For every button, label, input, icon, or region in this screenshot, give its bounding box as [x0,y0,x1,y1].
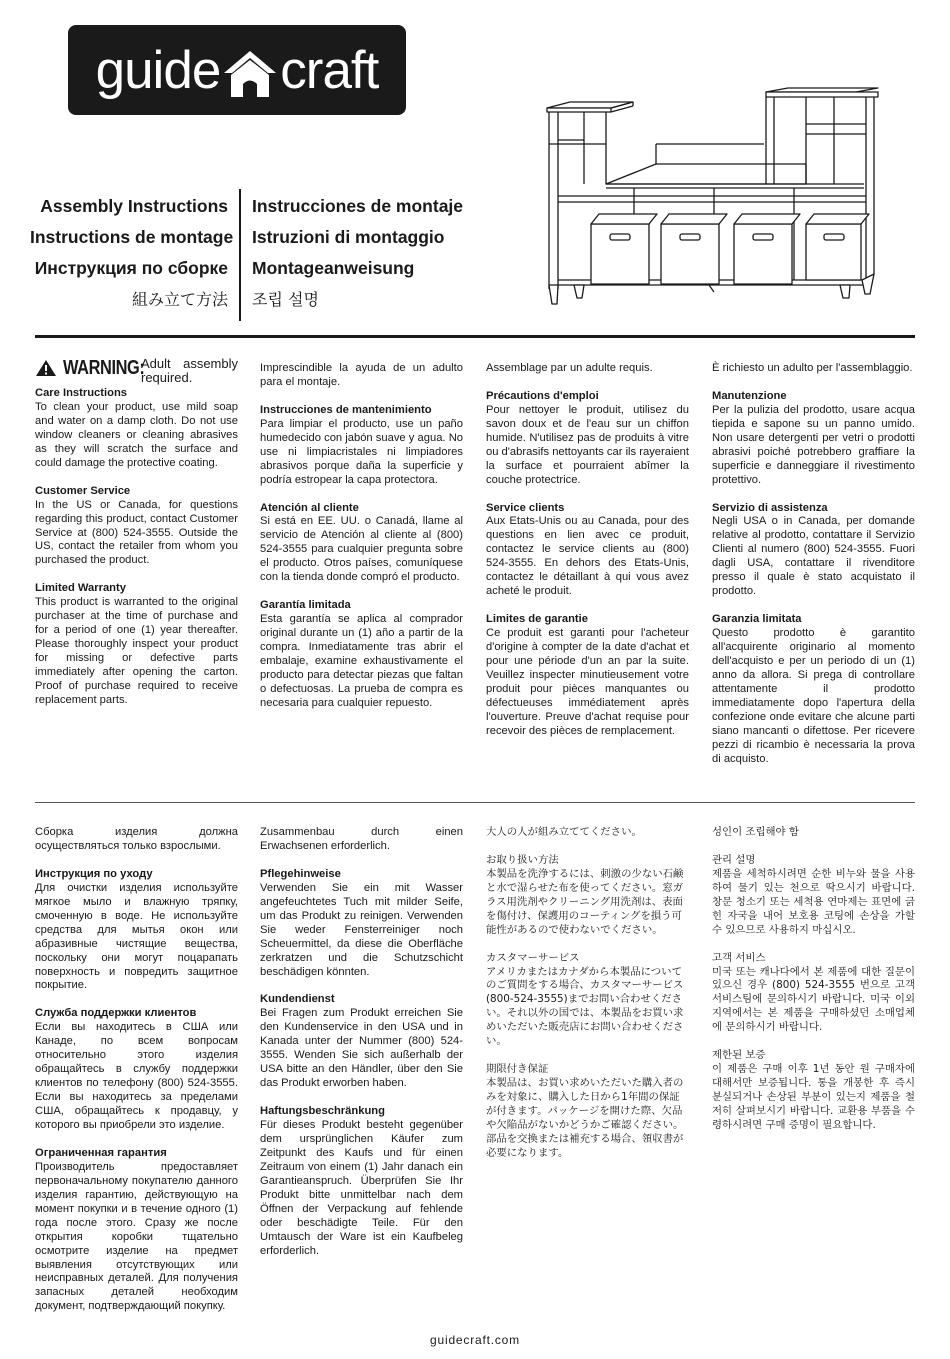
column-fr [486,362,689,753]
ko-service-heading: 고객 서비스 [712,951,766,964]
fr-warranty-text: Ce produit est garanti pour l'acheteur d'origine à compter de la date d'achat et pour une période d'un an par la suite. Veuillez inspecter minutieusement votre produit pour pièces manquantes ou défectueuses immédiatement après l'ouverture. Preuve d'achat requise pour recevoir des pièces de remplacement. [486,627,689,737]
title-fr: Instructions de montage [30,227,234,247]
title-it: Istruzioni di montaggio [252,227,445,247]
de-service-text: Bei Fragen zum Produkt erreichen Sie den Kundenservice in den USA und in Kanada unter der Nummer (800) 524-3555. Wenden Sie sich außerhalb der USA bitte an den Händler, über den Sie das Produkt erworben haben. [260,1007,463,1090]
brand-logo [68,25,406,115]
ja-care-heading: お取り扱い方法 [486,853,559,866]
top-divider [35,335,915,338]
footer-url: guidecraft.com [430,1333,520,1347]
en-service-heading: Customer Service [35,484,131,497]
ko-service-text: 미국 또는 캐나다에서 본 제품에 대한 질문이 있으신 경우 (800) 524-3555 번으로 고객 서비스팀에 문의하시기 바랍니다. 미국 이외 지역에서는 본 제품을 구매하셨던 소매업체에 문의하시기 바랍니다. [712,965,915,1034]
en-warranty-heading: Limited Warranty [35,582,126,595]
fr-intro: Assemblage par un adulte requis. [486,362,653,374]
fr-warranty-heading: Limites de garantie [486,613,588,626]
middle-divider [35,802,915,803]
column-de [260,826,463,1272]
title-ja: 組み立て方法 [131,290,228,309]
ko-intro: 성인이 조립해야 함 [712,826,799,838]
de-warranty-text: Für dieses Produkt besteht gegenüber dem ursprünglichen Käufer zum Zeitpunkt des Kaufs und für einen Zeitraum von einem (1) Jahr danach ein Garantieanspruch. Überprüfen Sie Ihr Produkt bitte unmittelbar nach dem Öffnen der Verpackung auf fehlende oder beschädigte Teile. Für den Umtausch der Ware ist ein Kaufbeleg erforderlich. [260,1118,463,1257]
ru-service-text: Если вы находитесь в США или Канаде, по всем вопросам относительно этого изделия обращайтесь в службу поддержки клиентов по телефону (800) 524-3555. Если вы находитесь за пределами США, обращайтесь к продавцу, у которого вы приобрели это изделие. [35,1021,238,1131]
furniture-illustration [544,84,914,306]
ru-warranty-heading: Ограниченная гарантия [35,1146,167,1159]
brand-name-right: craft [280,40,379,100]
ja-warranty-text: 本製品は、お買い求めいただいた購入者のみを対象に、購入した日から1年間の保証が付きます。パッケージを開けた際、欠品や欠陥品がないかどうかご確認ください。部品を交換または補充する場合、領収書が必要になります。 [486,1077,684,1159]
title-ru: Инструкция по сборке [34,258,228,278]
ru-service-heading: Служба поддержки клиентов [35,1007,197,1020]
es-service-text: Si está en EE. UU. o Canadá, llame al servicio de Atención al cliente al (800) 524-3555 para cualquier pregunta sobre el producto. Otros países, comuníquese con la tienda donde compró el producto. [260,515,463,584]
column-en [35,357,238,722]
fr-service-text: Aux Etats-Unis ou au Canada, pour des questions en lien avec ce produit, contactez le service clients au (800) 524-3555. En dehors des Etats-Unis, contactez le détaillant à qui vous avez acheté le produit. [486,515,689,598]
es-care-text: Para limpiar el producto, use un paño humedecido con jabón suave y agua. No use ni limpiacristales ni limpiadores abrasivos porque daña la superficie y podría estropear la capa protectora. [260,417,463,486]
de-intro: Zusammenbau durch einen Erwachsenen erforderlich. [260,826,463,852]
column-es [260,362,463,725]
ru-warranty-text: Производитель предоставляет первоначальному покупателю данного изделия гарантию, действующую на момент покупки и в течение одного (1) года после этого. Сразу же после открытия коробки тщательно осмотрите изделие на предмет выявления отсутствующих или неисправных деталей. Для получения запасных деталей необходим документ, подтверждающий покупку. [35,1160,238,1313]
it-warranty-text: Questo prodotto è garantito all'acquirente originario al momento dell'acquisto e per un periodo di un (1) anno da allora. Si prega di controllare attentamente il prodotto immediatamente dopo l'apertura della confezione onde evitare che alcune parti siano mancanti o difettose. Per ricevere pezzi di ricambio è necessaria la prova di acquisto. [712,627,915,765]
fr-care-text: Pour nettoyer le produit, utilisez du savon doux et de l'eau sur un chiffon humide. N'utilisez pas de produits à vitre ou d'abrasifs nettoyants car ils rayeraient la surface et pourraient abîmer la couche protectrice. [486,403,689,486]
es-warranty-heading: Garantía limitada [260,599,351,612]
ko-warranty-text: 이 제품은 구매 이후 1년 동안 원 구매자에 대해서만 보증됩니다. 통을 개봉한 후 즉시 분실되거나 손상된 부분이 있는지 제품을 철저히 살펴보시기 바랍니다. 교환용 부품을 수령하시려면 구매 증명이 필요합니다. [712,1063,915,1131]
ja-intro: 大人の人が組み立ててください。 [486,826,642,838]
de-care-text: Verwenden Sie ein mit Wasser angefeuchtetes Tuch mit milder Seife, um das Produkt zu reinigen. Verwenden Sie weder Fensterreiniger noch Scheuermittel, da diese die Oberfläche zerkratzen und die Schutzschicht beschädigen könnten. [260,881,463,978]
title-es: Instrucciones de montaje [252,196,464,216]
ko-care-text: 제품을 세척하시려면 순한 비누와 물을 사용하여 물기 있는 천으로 딱으시기 바랍니다. 창문 청소기 또는 세척용 연마제는 표면에 긁힌 자국을 내어 보호용 코팅에 손상을 가할 수 있으므로 사용하지 마십시오. [712,867,915,936]
en-service-text: In the US or Canada, for questions regarding this product, contact Customer Service at (800) 524-3555. Outside the US, contact the retailer from whom you purchased the product. [35,498,238,567]
es-service-heading: Atención al cliente [260,501,359,514]
ru-care-heading: Инструкция по уходу [35,867,153,880]
ko-care-heading: 관리 설명 [712,853,756,866]
es-intro: Imprescindible la ayuda de un adulto para el montaje. [260,362,463,388]
brand-name-left: guide [95,40,221,100]
title-divider [239,189,241,321]
it-service-heading: Servizio di assistenza [712,501,828,514]
fr-service-heading: Service clients [486,501,565,514]
column-it [712,362,915,781]
fr-care-heading: Précautions d'emploi [486,389,599,402]
ja-warranty-heading: 期限付き保証 [486,1063,549,1076]
title-block-right [252,191,552,315]
it-care-text: Per la pulizia del prodotto, usare acqua tiepida e sapone su un panno umido. Non usare detergenti per vetri o prodotti abrasivi poiché potrebbero graffiare la superficie e danneggiare il rivestimento protettivo. [712,403,915,486]
it-care-heading: Manutenzione [712,389,787,402]
en-warranty-text: This product is warranted to the original purchaser at the time of purchase and for a period of one (1) year thereafter. Please thoroughly inspect your product for missing or defective parts immediately after opening the carton. Proof of purchase required to receive replacement parts. [35,596,238,706]
title-ko: 조립 설명 [252,290,319,309]
it-warranty-heading: Garanzia limitata [712,613,802,626]
ja-service-heading: カスタマーサービス [486,951,580,964]
ja-care-text: 本製品を洗浄するには、刺激の少ない石鹸と水で湿らせた布を使ってください。窓ガラス用洗剤やクリーニング用洗剤は、表面を傷付け、保護用のコーティングを損う可能性があるので使わないでください。 [486,867,684,936]
title-de: Montageanweisung [252,258,415,278]
warning-word: WARNING: [63,357,145,379]
it-service-text: Negli USA o in Canada, per domande relative al prodotto, contattare il Servizio Clienti al numero (800) 524-3555. Fuori dagli USA, contattare il rivenditore presso il quale è stato acquistato il prodotto. [712,515,915,598]
ko-warranty-heading: 제한된 보증 [712,1049,766,1062]
column-ja [486,826,689,1175]
en-care-text: To clean your product, use mild soap and water on a damp cloth. Do not use window cleaners or cleaning abrasives as they will scratch the surface and could damage the protective coating. [35,400,238,469]
title-block-left [30,191,234,315]
es-care-heading: Instrucciones de mantenimiento [260,403,432,416]
warning-icon [35,359,57,377]
ja-service-text: アメリカまたはカナダから本製品についてのご質問をする場合、カスタマーサービス(800-524-3555)までお問い合わせください。それ以外の国では、本製品をお買い求めいただいた販売店にお問い合わせください。 [486,965,684,1048]
column-ko [712,826,915,1147]
es-warranty-text: Esta garantía se aplica al comprador original durante un (1) año a partir de la compra. Inmediatamente tras abrir el embalaje, examine exhaustivamente el producto para detectar piezas que faltan o defectuosas. La prueba de compra es necesaria para cualquier repuesto. [260,613,463,709]
warning-text: Adult assembly required. [141,356,238,385]
column-ru [35,826,238,1328]
ru-intro: Сборка изделия должна осуществляться только взрослыми. [35,826,238,852]
title-en: Assembly Instructions [40,196,228,216]
en-care-heading: Care Instructions [35,387,128,399]
de-service-heading: Kundendienst [260,993,335,1006]
it-intro: È richiesto un adulto per l'assemblaggio. [712,362,913,374]
warning-banner [35,357,238,385]
de-warranty-heading: Haftungsbeschränkung [260,1105,385,1118]
house-icon [222,47,278,99]
ru-care-text: Для очистки изделия используйте мягкое мыло и влажную тряпку, смоченную в воде. Не используйте средства для мытья окон или абразивные чистящие вещества, поскольку они могут поцарапать поверхность и повредить защитное покрытие. [35,881,238,992]
de-care-heading: Pflegehinweise [260,867,341,880]
